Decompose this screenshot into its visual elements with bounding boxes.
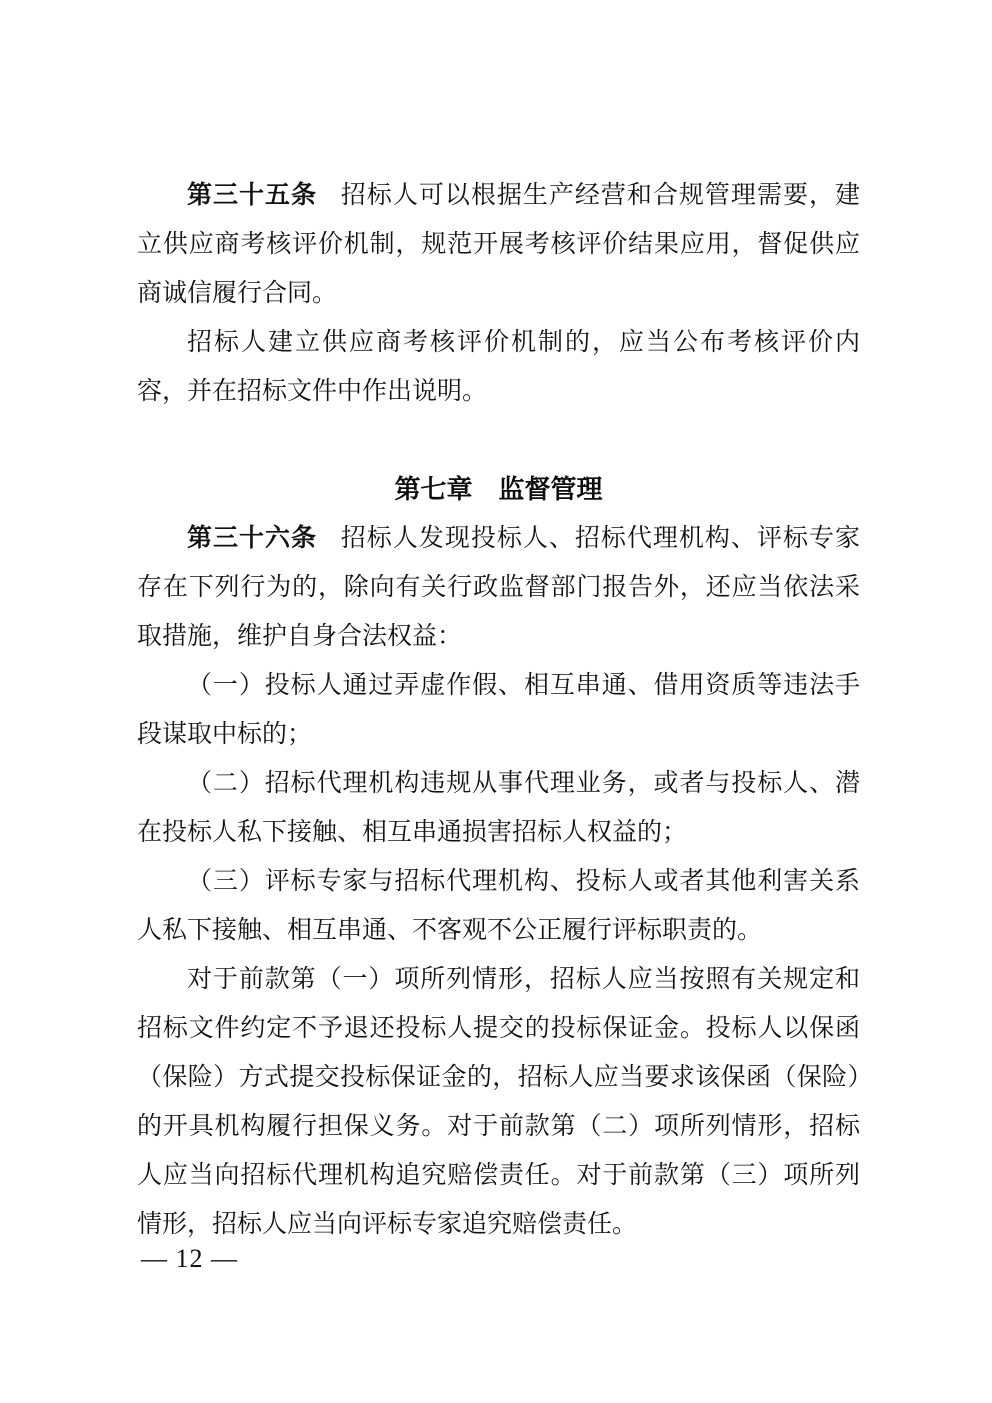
list-item-2: （二）招标代理机构违规从事代理业务，或者与投标人、潜在投标人私下接触、相互串通损害招标人权益的；	[137, 770, 860, 846]
document-body	[137, 171, 860, 1249]
list-item-3: （三）评标专家与招标代理机构、投标人或者其他利害关系人私下接触、相互串通、不客观不公正履行评标职责的。	[137, 868, 860, 944]
paragraph-article-35	[137, 171, 860, 318]
article-35-text: 招标人可以根据生产经营和合规管理需要，建立供应商考核评价机制，规范开展考核评价结果应用，督促供应商诚信履行合同。	[137, 182, 860, 307]
article-36-text: 招标人发现投标人、招标代理机构、评标专家存在下列行为的，除向有关行政监督部门报告外，还应当依法采取措施，维护自身合法权益：	[137, 525, 860, 650]
page-number: — 12 —	[141, 1244, 238, 1273]
article-36-number: 第三十六条	[187, 524, 318, 552]
paragraph-article-36-clause-2: 对于前款第（一）项所列情形，招标人应当按照有关规定和招标文件约定不予退还投标人提交的投标保证金。投标人以保函（保险）方式提交投标保证金的，招标人应当要求该保函（保险）的开具机构履行担保义务。对于前款第（二）项所列情形，招标人应当向招标代理机构追究赔偿责任。对于前款第（三）项所列情形，招标人应当向评标专家追究赔偿责任。	[137, 966, 860, 1238]
article-35-number: 第三十五条	[187, 181, 318, 209]
list-item-1: （一）投标人通过弄虚作假、相互串通、借用资质等违法手段谋取中标的；	[137, 672, 860, 748]
paragraph-article-36	[137, 514, 860, 661]
chapter-7-heading: 第七章 监督管理	[394, 474, 603, 504]
paragraph-article-35-clause-2: 招标人建立供应商考核评价机制的，应当公布考核评价内容，并在招标文件中作出说明。	[137, 329, 860, 405]
